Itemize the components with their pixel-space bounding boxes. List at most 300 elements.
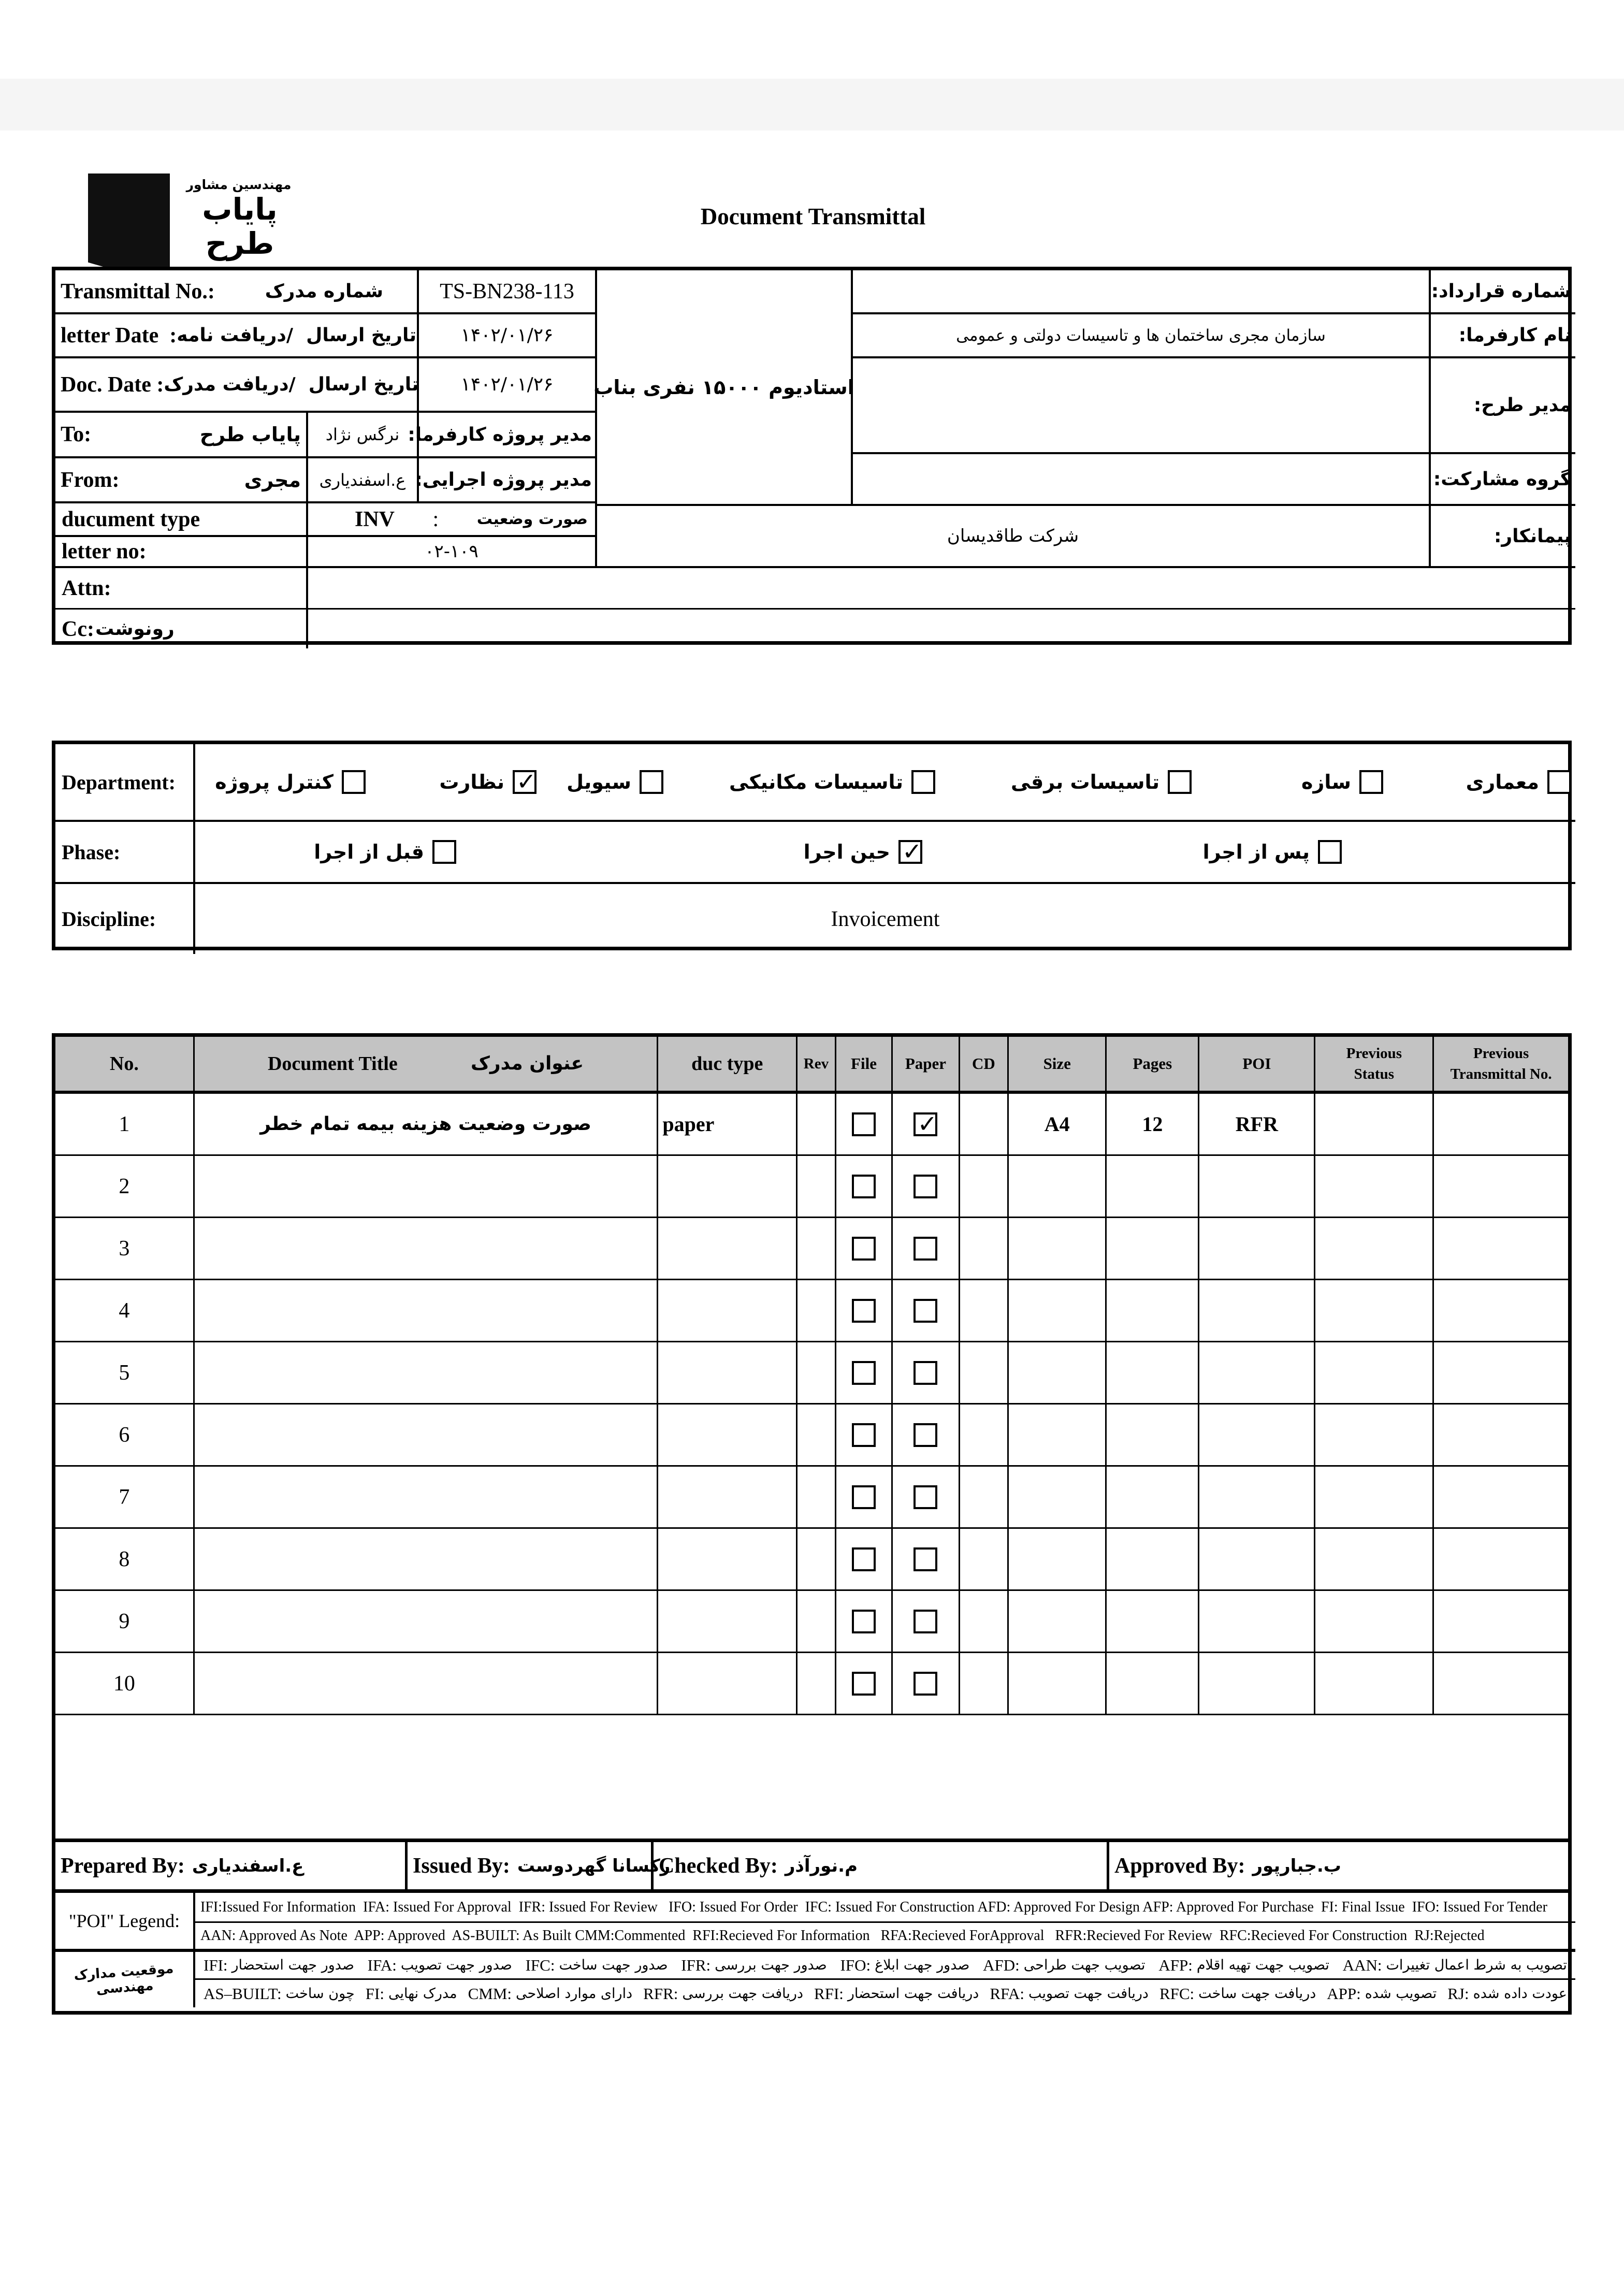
- cell-rev: [798, 1467, 836, 1527]
- dept-option: [729, 770, 935, 794]
- checked-by-cell: [654, 1842, 1109, 1889]
- cell-size: [1009, 1156, 1107, 1217]
- cell-pages: [1107, 1467, 1199, 1527]
- legend-item: [526, 1956, 668, 1975]
- from-person: ع.اسفندیاری: [319, 470, 406, 490]
- letter-date-value: ۱۴۰۲/۰۱/۲۶: [460, 325, 554, 346]
- cell-no: 10: [55, 1653, 195, 1714]
- file-checkbox[interactable]: [852, 1423, 876, 1447]
- ph-checkbox[interactable]: [1318, 840, 1342, 864]
- cell-prev-transmittal: [1434, 1591, 1568, 1652]
- legend-item-description: چون ساخت: [285, 1986, 355, 2002]
- cell-size: [1009, 1218, 1107, 1279]
- cell-poi: [1199, 1653, 1315, 1714]
- cell-no: 4: [55, 1280, 195, 1341]
- cell-title: [195, 1280, 659, 1341]
- cell-cd: [960, 1280, 1009, 1341]
- legend-item: [204, 1956, 354, 1975]
- legend-item-code: AS–BUILT:: [204, 1984, 282, 2003]
- file-checkbox[interactable]: [852, 1610, 876, 1633]
- legend-item-description: دریافت جهت ساخت: [1198, 1986, 1316, 2002]
- legend-item-code: RFR:: [643, 1984, 678, 2003]
- letter-date-value-cell: [419, 314, 597, 358]
- paper-checkbox[interactable]: [914, 1610, 937, 1633]
- dept-option: [567, 770, 663, 794]
- cell-pages: [1107, 1405, 1199, 1465]
- cell-prev-status: [1315, 1653, 1434, 1714]
- table-row: [55, 1156, 1568, 1218]
- cell-file: [836, 1591, 893, 1652]
- ph-option: [1203, 840, 1342, 864]
- cell-prev-transmittal: [1434, 1156, 1568, 1217]
- cell-cd: [960, 1467, 1009, 1527]
- to-row: [55, 413, 308, 458]
- dept-option-label: کنترل پروژه: [215, 771, 334, 793]
- legend-item-code: RFC:: [1159, 1984, 1195, 2003]
- poi-legend-table: [52, 1893, 1572, 2015]
- documents-table: [52, 1033, 1572, 1842]
- cell-duc-type: [658, 1218, 798, 1279]
- header-title-en: Document Title: [267, 1053, 398, 1075]
- checked-by-name: م.نورآذر: [785, 1855, 858, 1876]
- issued-by-name: رکسانا گهردوست: [517, 1855, 671, 1876]
- legend-item-description: صدور جهت تصویب: [400, 1957, 512, 1973]
- cell-size: A4: [1009, 1094, 1107, 1154]
- from-label: From:: [61, 468, 120, 492]
- letter-date-label-fa: تاریخ ارسال /دریافت نامه: [177, 325, 417, 346]
- header-title: [195, 1037, 659, 1091]
- project-name: استادیوم ۱۵۰۰۰ نفری بناب: [593, 375, 854, 399]
- legend-item-code: AFP:: [1158, 1956, 1193, 1974]
- cell-prev-transmittal: [1434, 1529, 1568, 1589]
- cell-size: [1009, 1342, 1107, 1403]
- ph-option: [804, 840, 922, 864]
- transmittal-no-row: [55, 270, 419, 314]
- signature-row: [52, 1842, 1572, 1893]
- cell-paper: [893, 1280, 960, 1341]
- from-role-label: مدیر پروژه اجرایی:: [415, 469, 592, 490]
- legend-item-code: RJ:: [1447, 1984, 1469, 2003]
- contract-no-label: شماره قرارداد:: [1431, 281, 1571, 302]
- department-options: [195, 744, 1575, 822]
- cell-rev: [798, 1342, 836, 1403]
- doc-date-row: [55, 358, 419, 413]
- legend-item: [990, 1985, 1149, 2003]
- cell-duc-type: [658, 1405, 798, 1465]
- prepared-by-cell: [55, 1842, 408, 1889]
- paper-checkbox[interactable]: [914, 1672, 937, 1696]
- doc-type-fa: صورت وضعیت: [476, 510, 588, 528]
- cell-title: [195, 1405, 659, 1465]
- cell-pages: [1107, 1529, 1199, 1589]
- legend-item: [1447, 1985, 1567, 2003]
- paper-checkbox[interactable]: [914, 1237, 937, 1261]
- cell-cd: [960, 1218, 1009, 1279]
- ph-option-label: حین اجرا: [803, 841, 890, 863]
- prepared-by-name: ع.اسفندیاری: [192, 1855, 304, 1876]
- dept-checkbox[interactable]: [513, 770, 536, 794]
- cell-prev-status: [1315, 1280, 1434, 1341]
- cell-prev-transmittal: [1434, 1467, 1568, 1527]
- doc-type-label: ducument type: [62, 507, 200, 531]
- issued-by-label: Issued By:: [413, 1854, 510, 1878]
- department-label-cell: [55, 744, 195, 822]
- dept-option: [439, 770, 536, 794]
- dept-checkbox[interactable]: [342, 770, 366, 794]
- letter-date-row: [55, 314, 419, 358]
- page-title: Document Transmittal: [700, 204, 926, 229]
- cell-prev-status: [1315, 1529, 1434, 1589]
- header-prev-status: Previous Status: [1315, 1037, 1434, 1091]
- phase-options: [195, 822, 1575, 884]
- cell-no: 8: [55, 1529, 195, 1589]
- transmittal-no-value: TS-BN238-113: [440, 279, 574, 303]
- legend-item-code: IFI:: [204, 1956, 228, 1974]
- cell-pages: 12: [1107, 1094, 1199, 1154]
- cell-duc-type: [658, 1653, 798, 1714]
- phase-label: Phase:: [62, 840, 121, 864]
- dept-checkbox[interactable]: [1547, 770, 1571, 794]
- cell-file: [836, 1342, 893, 1403]
- dept-checkbox[interactable]: [911, 770, 935, 794]
- legend-fa-section-label: موقعیت مدارک مهندسی: [73, 1960, 175, 1997]
- transmittal-no-label-fa: شماره مدرک: [265, 281, 383, 302]
- cell-prev-status: [1315, 1405, 1434, 1465]
- legend-item: [204, 1985, 355, 2003]
- letter-no-value-cell: [308, 537, 597, 568]
- cell-prev-status: [1315, 1094, 1434, 1154]
- cell-pages: [1107, 1591, 1199, 1652]
- to-value: پایاب طرح: [199, 423, 301, 446]
- documents-table-header: [55, 1037, 1568, 1094]
- cell-duc-type: [658, 1591, 798, 1652]
- cell-file: [836, 1405, 893, 1465]
- cell-paper: [893, 1156, 960, 1217]
- client-label-cell: [1431, 314, 1575, 358]
- department-phase-table: [52, 741, 1572, 950]
- cell-size: [1009, 1529, 1107, 1589]
- table-row: [55, 1467, 1568, 1529]
- header-paper: Paper: [893, 1037, 960, 1091]
- cell-paper: [893, 1094, 960, 1154]
- cell-paper: [893, 1529, 960, 1589]
- paper-checkbox[interactable]: [914, 1485, 937, 1509]
- cell-rev: [798, 1094, 836, 1154]
- legend-item-description: عودت داده شده: [1473, 1986, 1567, 2002]
- cell-poi: RFR: [1199, 1094, 1315, 1154]
- cell-title: [195, 1342, 659, 1403]
- legend-item-description: تصویب جهت تهیه اقلام: [1196, 1957, 1329, 1973]
- legend-item-description: تصویب شده: [1365, 1986, 1437, 2002]
- file-checkbox[interactable]: [852, 1112, 876, 1136]
- client-value: سازمان مجری ساختمان ها و تاسیسات دولتی و عمومی: [956, 326, 1326, 345]
- legend-item: [840, 1956, 970, 1975]
- plan-manager-value-cell: [853, 358, 1431, 454]
- attn-label: Attn:: [62, 576, 111, 600]
- legend-item-description: دریافت جهت استحضار: [847, 1986, 979, 2002]
- cell-duc-type: [658, 1280, 798, 1341]
- contractor-label-cell: [1431, 506, 1575, 568]
- cell-poi: [1199, 1218, 1315, 1279]
- cell-title: [195, 1529, 659, 1589]
- from-role-cell: [415, 458, 597, 503]
- cell-rev: [798, 1218, 836, 1279]
- legend-item-description: صدور جهت استحضار: [231, 1957, 354, 1973]
- paper-checkbox[interactable]: [914, 1547, 937, 1571]
- ph-option-label: قبل از اجرا: [314, 841, 424, 863]
- cell-prev-transmittal: [1434, 1653, 1568, 1714]
- ph-checkbox[interactable]: [898, 840, 922, 864]
- cell-title: [195, 1467, 659, 1527]
- legend-item-code: IFC:: [525, 1956, 555, 1974]
- letter-no-row: [55, 537, 308, 568]
- table-row: [55, 1280, 1568, 1342]
- cell-paper: [893, 1342, 960, 1403]
- cell-size: [1009, 1653, 1107, 1714]
- dept-option-label: تاسیسات برقی: [1010, 771, 1159, 793]
- legend-item: [643, 1985, 803, 2003]
- file-checkbox[interactable]: [852, 1547, 876, 1571]
- dept-option-label: سازه: [1301, 771, 1351, 793]
- doc-type-colon: :: [432, 507, 439, 531]
- cell-no: 1: [55, 1094, 195, 1154]
- department-label: Department:: [62, 770, 176, 794]
- legend-en-line1: IFI:Issued For Information IFA: Issued For Approval IFR: Issued For Review IFO: Issued For Order IFC: Issued For Construction AFD: Approved For Design AFP: Approved For Purchase FI: Final Issue IFO: Issued For Tender: [195, 1893, 1575, 1923]
- discipline-label: Discipline:: [62, 907, 156, 931]
- file-checkbox[interactable]: [852, 1175, 876, 1198]
- scan-artifact-band: [0, 79, 1624, 131]
- cell-file: [836, 1156, 893, 1217]
- header-no: No.: [55, 1037, 195, 1091]
- discipline-value: Invoicement: [831, 907, 940, 931]
- cell-rev: [798, 1591, 836, 1652]
- table-row: [55, 1653, 1568, 1715]
- cell-file: [836, 1653, 893, 1714]
- table-row: [55, 1529, 1568, 1591]
- to-role-cell: [408, 413, 597, 458]
- cell-prev-transmittal: [1434, 1218, 1568, 1279]
- cell-prev-status: [1315, 1342, 1434, 1403]
- doc-type-code: INV: [355, 507, 395, 531]
- cell-poi: [1199, 1467, 1315, 1527]
- cell-size: [1009, 1591, 1107, 1652]
- cell-size: [1009, 1405, 1107, 1465]
- table-row: [55, 1218, 1568, 1280]
- transmittal-info-table: [52, 267, 1572, 645]
- legend-item-code: AFD:: [983, 1956, 1020, 1974]
- from-value: مجری: [244, 468, 301, 491]
- cell-pages: [1107, 1280, 1199, 1341]
- doc-date-label-fa: تاریخ ارسال /دریافت مدرک: [164, 374, 419, 395]
- cell-cd: [960, 1342, 1009, 1403]
- cell-paper: [893, 1405, 960, 1465]
- cell-rev: [798, 1653, 836, 1714]
- file-checkbox[interactable]: [852, 1485, 876, 1509]
- paper-checkbox[interactable]: [914, 1423, 937, 1447]
- legend-fa-label-cell: [55, 1952, 195, 2007]
- logo-fa-tagline: مهندسین مشاور: [186, 177, 292, 192]
- legend-item: [1159, 1985, 1316, 2003]
- paper-checkbox[interactable]: [914, 1299, 937, 1323]
- header-pages: Pages: [1107, 1037, 1199, 1091]
- dept-option: [1466, 770, 1571, 794]
- issued-by-cell: [408, 1842, 671, 1889]
- plan-manager-label-cell: [1431, 358, 1575, 454]
- cell-duc-type: paper: [658, 1094, 798, 1154]
- doc-type-row: [55, 503, 308, 537]
- cell-pages: [1107, 1342, 1199, 1403]
- ph-option-label: پس از اجرا: [1202, 841, 1310, 863]
- to-person: نرگس نژاد: [325, 425, 400, 444]
- to-label: To:: [61, 423, 92, 446]
- legend-item-description: دارای موارد اصلاحی: [516, 1986, 633, 2002]
- legend-item: [1343, 1956, 1567, 1975]
- dept-option: [215, 770, 366, 794]
- dept-checkbox[interactable]: [1168, 770, 1192, 794]
- cell-poi: [1199, 1529, 1315, 1589]
- legend-item-code: AAN:: [1342, 1956, 1382, 1974]
- cc-row: [55, 610, 308, 648]
- cell-rev: [798, 1529, 836, 1589]
- cell-paper: [893, 1218, 960, 1279]
- legend-item-description: تصویب جهت طراحی: [1023, 1957, 1146, 1973]
- discipline-label-cell: [55, 884, 195, 954]
- cell-no: 7: [55, 1467, 195, 1527]
- legend-item-description: دریافت جهت تصویب: [1028, 1986, 1149, 2002]
- paper-checkbox[interactable]: [914, 1112, 937, 1136]
- to-role-label: مدیر پروژه کارفرما:: [408, 424, 592, 445]
- legend-item: [681, 1956, 827, 1975]
- cell-prev-transmittal: [1434, 1405, 1568, 1465]
- legend-item-description: صدور جهت ابلاغ: [875, 1957, 970, 1973]
- cell-cd: [960, 1156, 1009, 1217]
- letter-date-label-en: letter Date :: [61, 323, 177, 348]
- to-person-cell: [308, 413, 419, 458]
- client-value-cell: [853, 314, 1431, 358]
- doc-type-value-cell: [308, 503, 597, 537]
- file-checkbox[interactable]: [852, 1361, 876, 1385]
- legend-item: [1158, 1956, 1329, 1975]
- from-person-cell: [308, 458, 419, 503]
- cell-prev-status: [1315, 1156, 1434, 1217]
- header-cd: CD: [960, 1037, 1009, 1091]
- jv-label: گروه مشارکت:: [1433, 468, 1571, 490]
- cell-rev: [798, 1405, 836, 1465]
- dept-option-label: معماری: [1466, 771, 1539, 793]
- paper-checkbox[interactable]: [914, 1361, 937, 1385]
- table-row: [55, 1591, 1568, 1653]
- legend-item-code: IFR:: [681, 1956, 711, 1974]
- prepared-by-label: Prepared By:: [61, 1854, 185, 1878]
- cell-title: [195, 1218, 659, 1279]
- doc-date-value: ۱۴۰۲/۰۱/۲۶: [460, 374, 554, 395]
- cell-no: 5: [55, 1342, 195, 1403]
- cell-no: 6: [55, 1405, 195, 1465]
- attn-value-cell: [308, 568, 1575, 610]
- dept-checkbox[interactable]: [1359, 770, 1383, 794]
- file-checkbox[interactable]: [852, 1672, 876, 1696]
- legend-item: [814, 1985, 979, 2003]
- from-row: [55, 458, 308, 503]
- approved-by-name: ب.جبارپور: [1252, 1855, 1341, 1876]
- plan-manager-label: مدیر طرح:: [1473, 395, 1571, 416]
- contractor-label: پیمانکار:: [1494, 525, 1571, 547]
- cc-value-cell: [308, 610, 1575, 648]
- file-checkbox[interactable]: [852, 1299, 876, 1323]
- poi-legend-label-cell: [55, 1893, 195, 1952]
- paper-checkbox[interactable]: [914, 1175, 937, 1198]
- dept-checkbox[interactable]: [640, 770, 663, 794]
- cell-pages: [1107, 1156, 1199, 1217]
- cell-duc-type: [658, 1342, 798, 1403]
- dept-option-label: نظارت: [439, 771, 504, 793]
- legend-item: [983, 1956, 1145, 1975]
- cell-prev-transmittal: [1434, 1280, 1568, 1341]
- cc-label: Cc:: [62, 617, 94, 641]
- legend-item-code: RFI:: [814, 1984, 844, 2003]
- cell-rev: [798, 1280, 836, 1341]
- cell-paper: [893, 1591, 960, 1652]
- cell-duc-type: [658, 1529, 798, 1589]
- cell-prev-status: [1315, 1591, 1434, 1652]
- file-checkbox[interactable]: [852, 1237, 876, 1261]
- legend-item-code: IFA:: [367, 1956, 397, 1974]
- header-file: File: [836, 1037, 893, 1091]
- header-duc-type: duc type: [658, 1037, 798, 1091]
- cell-prev-status: [1315, 1467, 1434, 1527]
- legend-item-code: IFO:: [840, 1956, 871, 1974]
- doc-date-label-en: Doc. Date :: [61, 372, 164, 397]
- attn-row: [55, 568, 308, 610]
- dept-option-label: تاسیسات مکانیکی: [729, 771, 903, 793]
- header-title-fa: عنوان مدرک: [471, 1053, 584, 1074]
- approved-by-cell: [1109, 1842, 1575, 1889]
- cell-prev-status: [1315, 1218, 1434, 1279]
- ph-option: [314, 840, 456, 864]
- cell-title: [195, 1591, 659, 1652]
- jv-label-cell: [1431, 454, 1575, 506]
- cell-no: 3: [55, 1218, 195, 1279]
- cc-label-fa: رونوشت: [95, 618, 175, 640]
- cell-paper: [893, 1653, 960, 1714]
- doc-date-value-cell: [419, 358, 597, 413]
- project-name-cell: [593, 270, 854, 506]
- legend-item-code: RFA:: [990, 1984, 1024, 2003]
- legend-item-description: صدور جهت بررسی: [715, 1957, 827, 1973]
- checked-by-label: Checked By:: [659, 1854, 778, 1878]
- legend-item-code: APP:: [1327, 1984, 1361, 2003]
- legend-item: [366, 1985, 457, 2003]
- table-row: [55, 1094, 1568, 1156]
- cell-cd: [960, 1653, 1009, 1714]
- jv-value-cell: [853, 454, 1431, 506]
- ph-checkbox[interactable]: [432, 840, 456, 864]
- cell-cd: [960, 1529, 1009, 1589]
- dept-option-label: سیویل: [567, 771, 631, 793]
- cell-file: [836, 1218, 893, 1279]
- legend-item-description: تصویب به شرط اعمال تغییرات: [1386, 1957, 1567, 1973]
- cell-no: 9: [55, 1591, 195, 1652]
- transmittal-no-value-cell: [419, 270, 597, 314]
- header-poi: POI: [1199, 1037, 1315, 1091]
- cell-file: [836, 1529, 893, 1589]
- client-label: نام کارفرما:: [1458, 325, 1571, 346]
- legend-item-description: مدرک نهایی: [388, 1986, 457, 2002]
- header-size: Size: [1009, 1037, 1107, 1091]
- cell-file: [836, 1280, 893, 1341]
- dept-option: [1011, 770, 1192, 794]
- dept-option: [1301, 770, 1383, 794]
